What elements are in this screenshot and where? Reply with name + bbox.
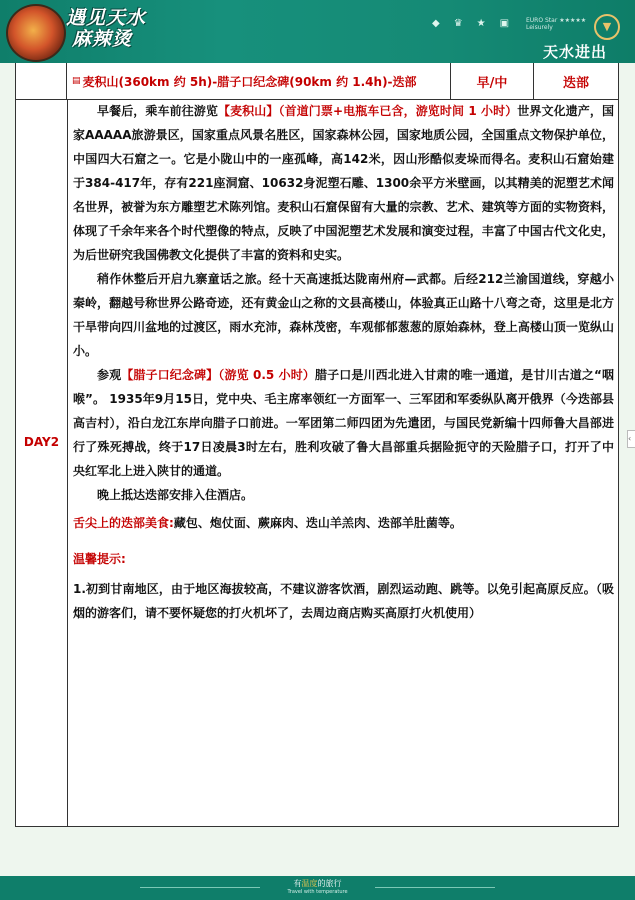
logo-bowl-image	[6, 4, 66, 62]
day-label: DAY2	[23, 435, 60, 449]
logo-line-2: 麻辣烫	[72, 28, 133, 50]
meals-cell: 早/中	[451, 63, 534, 99]
route-text: 麦积山(360km 约 5h)-腊子口纪念碑(90km 约 1.4h)-迭部	[82, 74, 417, 89]
logo-line-1: 遇见天水	[66, 7, 147, 29]
p3-lead: 参观	[97, 368, 122, 382]
p3-body: 腊子口是川西北进入甘肃的唯一通道，是甘川古道之“咽喉”。 1935年9月15日，党中央、毛主席率领红一方面军一、三军团和军委纵队离开俄界（今迭部县高吉村），沿白龙江东岸向腊子口前进。一军团第二师四团为先遣团，与国民党新编十四师鲁大昌部进行了殊死搏战，终于17日凌晨3时左右，胜利攻破了鲁大昌部重兵据险扼守的天险腊子口，打开了中央红军北上进入陕甘的通道。	[73, 368, 614, 478]
header-title: 天水进出	[543, 43, 608, 61]
p1-lead: 早餐后，乘车前往游览	[97, 104, 218, 118]
footer-post: 的旅行	[317, 879, 342, 888]
bag-icon: ▣	[499, 18, 510, 29]
food-items: 藏包、炮仗面、蕨麻肉、迭山羊羔肉、迭部羊肚菌等。	[173, 516, 462, 530]
tip-item: 1.初到甘南地区，由于地区海拔较高，不建议游客饮酒，剧烈运动跑、跳等。以免引起高原反应。（吸烟的游客们，请不要怀疑您的打火机坏了，去周边商店购买高原打火机使用）	[73, 582, 614, 620]
p3-highlight: 【腊子口纪念碑】（游览 0.5 小时）	[121, 368, 315, 382]
route-cell	[67, 63, 451, 99]
header-banner	[0, 0, 635, 63]
paragraph-lazikou	[73, 363, 614, 483]
brand-line-2: Leisurely	[526, 24, 553, 31]
brand-line-1: EURO Star ★★★★★	[526, 17, 587, 24]
paragraph-maijishan	[73, 99, 614, 267]
footer-highlight: 温度	[301, 879, 318, 888]
footer-banner	[0, 876, 635, 900]
table-header-row	[16, 63, 618, 100]
day-content	[73, 99, 614, 625]
diamond-icon: ◆	[432, 18, 440, 29]
stay-cell: 迭部	[562, 75, 589, 91]
paragraph-hotel: 晚上抵达迭部安排入住酒店。	[97, 488, 254, 502]
side-scroll-tab[interactable]: ‹	[627, 430, 635, 448]
p1-body: 世界文化遗产，国家AAAAA旅游景区，国家重点风景名胜区，国家森林公园，国家地质公园，全国重点文物保护单位，中国四大石窟之一。它是小陇山中的一座孤峰，高142米，因山形酷似麦垛而得名。麦积山石窟始建于384-417年，存有221座洞窟、10632身泥塑石雕、1300余平方米壁画，以其精美的泥塑艺术闻名世界，被誉为东方雕塑艺术陈列馆。麦积山石窟保留有大量的宗教、艺术、建筑等方面的实物资料，体现了千余年来各个时代塑像的特点，反映了中国泥塑艺术发展和演变过程，丰富了中国古代文化史，为后世研究我国佛教文化提供了丰富的资料和史实。	[73, 104, 614, 262]
paragraph-drive: 稍作休整后开启九寨童话之旅。经十天高速抵达陇南州府—武都。后经212兰渝国道线，穿越小秦岭，翻越号称世界公路奇迹，还有黄金山之称的文县高楼山，体验真正山路十八弯之奇，这里是北方干旱带向四川盆地的过渡区，雨水充沛，森林茂密，车观郁郁葱葱的原始森林，登上高楼山顶一览纵山小。	[73, 272, 614, 358]
gem-badge-icon: ▼	[594, 14, 620, 40]
tips-title: 温馨提示:	[73, 552, 126, 566]
brand-text	[526, 17, 586, 31]
logo	[66, 8, 146, 50]
footer-slogan	[0, 879, 635, 897]
column-divider	[67, 99, 68, 826]
calendar-icon: ▤	[72, 76, 81, 86]
food-label: 舌尖上的迭部美食:	[73, 516, 174, 530]
header-icons	[432, 18, 509, 29]
day-header-cell	[16, 63, 67, 99]
footer-subtitle: Travel with temperature	[287, 889, 348, 895]
crown-icon: ♛	[453, 18, 463, 29]
p1-highlight: 【麦积山】（首道门票+电瓶车已含，游览时间 1 小时）	[217, 104, 518, 118]
footer-pre: 有	[293, 879, 302, 888]
itinerary-table	[15, 63, 619, 827]
star-icon: ★	[476, 18, 486, 29]
food-line	[73, 511, 614, 535]
